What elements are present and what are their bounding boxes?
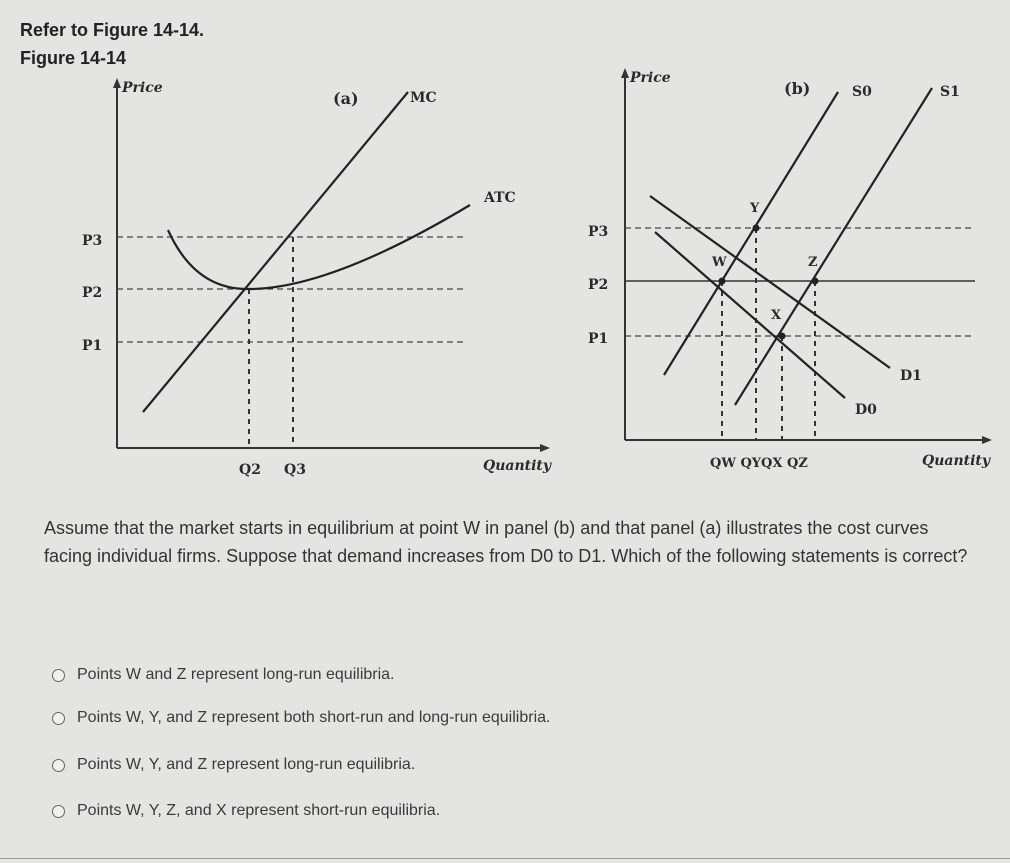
panel-b-x-axis-label: Quantity (922, 453, 991, 469)
answer-option-label: Points W and Z represent long-run equilibria. (77, 666, 395, 683)
question-text: Assume that the market starts in equilibrium at point W in panel (b) and that panel (a) illustrates the cost curves facing individual firms. Suppose that demand increases from D0 to D1. Which of the following statements is correct? (44, 518, 968, 566)
point-y (753, 225, 760, 232)
point-x-label: X (771, 308, 782, 323)
atc-curve (168, 205, 470, 289)
radio-button[interactable] (52, 712, 65, 725)
panel-b (588, 68, 992, 471)
radio-button[interactable] (52, 759, 65, 772)
d1-label: D1 (900, 368, 922, 384)
point-w-label: W (712, 255, 727, 270)
panel-a-tick-q2: Q2 (239, 462, 261, 478)
s0-label: S0 (852, 84, 872, 100)
panel-b-qty-ticks: QW QYQX QZ (710, 456, 808, 471)
panel-a-label: (a) (333, 89, 359, 108)
panel-a-tick-p1: P1 (82, 338, 103, 354)
answer-option-3[interactable] (52, 756, 415, 774)
panel-b-y-axis-label: Price (630, 70, 671, 86)
panel-a-x-arrow (540, 444, 550, 452)
figure-title: Figure 14-14 (20, 48, 127, 68)
answer-option-4[interactable] (52, 802, 440, 820)
panel-b-label: (b) (784, 79, 811, 98)
point-x (779, 333, 786, 340)
radio-button[interactable] (52, 669, 65, 682)
s0-curve (664, 92, 838, 375)
s1-curve (735, 88, 932, 405)
question-reference: Refer to Figure 14-14. (20, 20, 205, 40)
panel-b-tick-p2: P2 (588, 277, 609, 293)
point-w (719, 278, 726, 285)
d0-label: D0 (855, 402, 877, 418)
answer-option-label: Points W, Y, and Z represent long-run equilibria. (77, 756, 416, 773)
radio-button[interactable] (52, 805, 65, 818)
d1-curve (650, 196, 890, 368)
answer-option-2[interactable] (52, 709, 550, 727)
panel-a-y-arrow (113, 78, 121, 88)
panel-a-tick-p3: P3 (82, 233, 103, 249)
panel-a-tick-q3: Q3 (284, 462, 306, 478)
point-z (812, 278, 819, 285)
bottom-divider (0, 858, 1010, 859)
atc-label: ATC (484, 190, 516, 206)
panel-b-y-arrow (621, 68, 629, 78)
answer-option-label: Points W, Y, Z, and X represent short-run equilibria. (77, 802, 441, 819)
panel-b-tick-p1: P1 (588, 331, 609, 347)
s1-label: S1 (940, 84, 960, 100)
panel-a-x-axis-label: Quantity (483, 458, 552, 474)
answer-option-1[interactable] (52, 666, 395, 684)
answer-option-label: Points W, Y, and Z represent both short-run and long-run equilibria. (77, 709, 551, 726)
point-z-label: Z (808, 255, 818, 270)
panel-b-tick-p3: P3 (588, 224, 609, 240)
point-y-label: Y (750, 201, 760, 216)
panel-b-x-arrow (982, 436, 992, 444)
mc-curve (143, 92, 408, 412)
panel-a (82, 78, 552, 478)
panel-a-y-axis-label: Price (122, 80, 163, 96)
panel-a-tick-p2: P2 (82, 285, 103, 301)
mc-label: MC (410, 90, 437, 106)
